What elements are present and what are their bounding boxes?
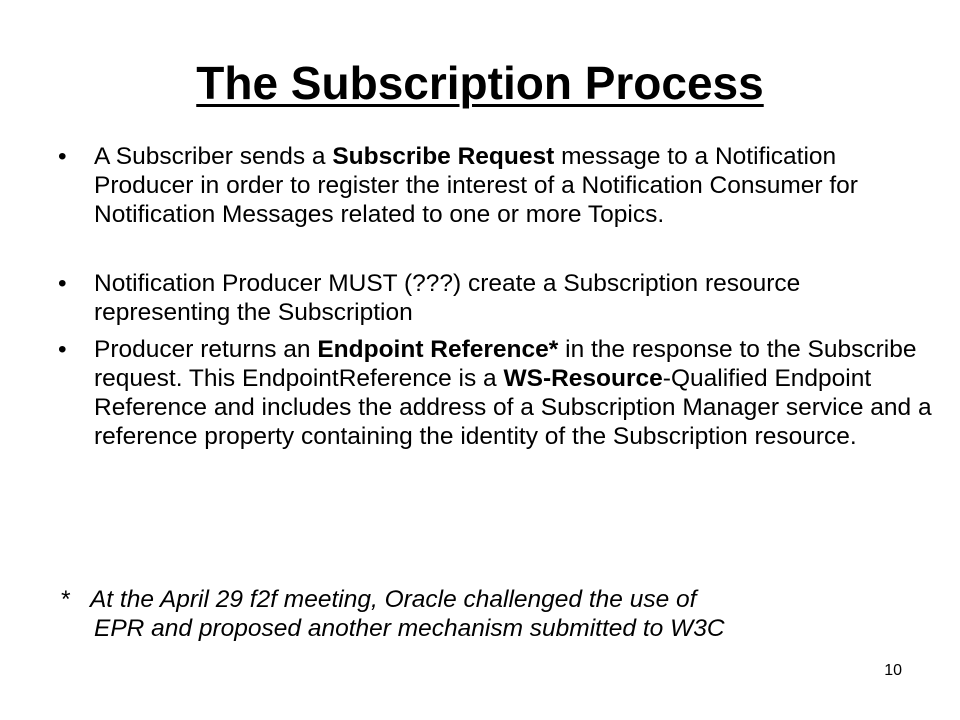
bullet-endpoint-reference bbox=[58, 335, 938, 451]
bullet-bold-text: Subscribe Request bbox=[332, 143, 555, 170]
bullet-text: message to a Notification Producer in order to register the interest of a Notification Consumer for Notification Messages related to one or more Topics. bbox=[94, 143, 858, 228]
slide-title: The Subscription Process bbox=[196, 57, 764, 109]
bullet-bold-text: Endpoint Reference* bbox=[317, 336, 559, 363]
footnote-line-1: At the April 29 f2f meeting, Oracle challenged the use of bbox=[89, 586, 697, 613]
footnote bbox=[60, 585, 940, 643]
bullet-text: -Qualified Endpoint Reference and includes the address of a Subscription Manager service and a reference property containing the identity of the Subscription resource. bbox=[94, 365, 932, 450]
bullet-list bbox=[58, 142, 938, 451]
bullet-text: in the response to the Subscribe request. This EndpointReference is a bbox=[94, 336, 917, 392]
bullet-bold-text: WS-Resource bbox=[503, 365, 663, 392]
bullet-text: Notification Producer MUST (???) create a Subscription resource representing the Subscription bbox=[94, 270, 801, 326]
bullet-text: Producer returns an bbox=[94, 336, 318, 363]
bullet-create-resource bbox=[58, 269, 938, 327]
bullet-marker: • bbox=[58, 270, 67, 297]
bullet-marker: • bbox=[58, 143, 67, 170]
footnote-line-2: EPR and proposed another mechanism submitted to W3C bbox=[94, 615, 725, 642]
bullet-marker: • bbox=[58, 336, 67, 363]
footnote-marker: * bbox=[60, 586, 70, 613]
page-number: 10 bbox=[884, 662, 902, 679]
bullet-subscribe-request bbox=[58, 142, 938, 229]
bullet-text: A Subscriber sends a bbox=[94, 143, 333, 170]
